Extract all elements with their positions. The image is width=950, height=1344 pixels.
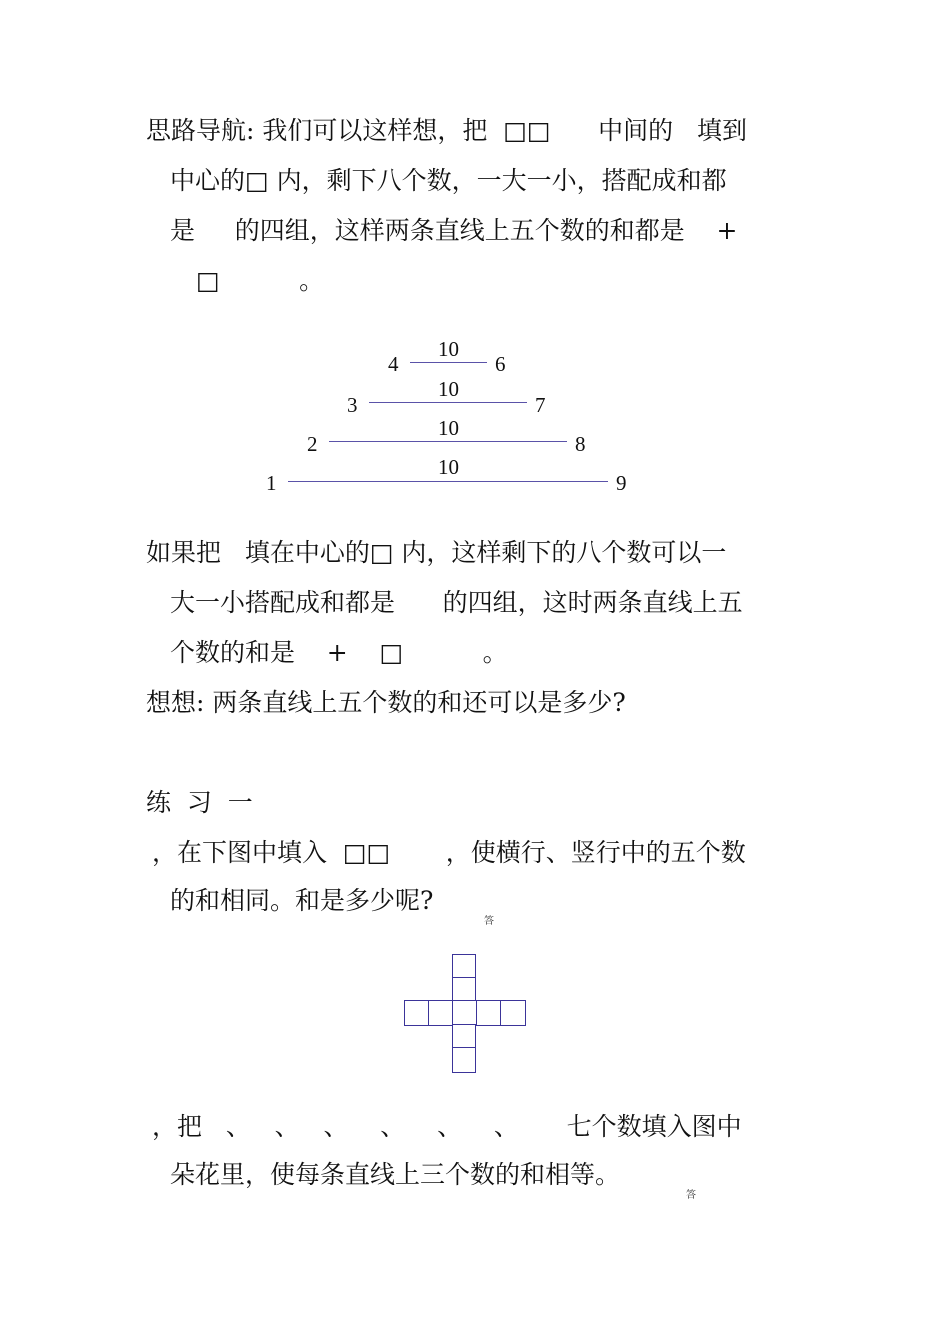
grid-cell: [500, 1000, 526, 1026]
para1-line3: 是 的四组，这样两条直线上五个数的和都是 +: [170, 216, 738, 245]
pair-sum: 10: [438, 377, 459, 401]
pair-left-number: 2: [307, 432, 318, 456]
question2-line2: 朵花里，使每条直线上三个数的和相等。: [170, 1160, 621, 1189]
pair-line: [369, 402, 527, 403]
para2-line3: 个数的和是 + □ 。: [170, 638, 508, 667]
grid-cell: [452, 1000, 478, 1026]
grid-cell: [452, 954, 476, 979]
pair-right-number: 8: [575, 432, 586, 456]
pair-line: [288, 481, 608, 482]
pair-right-number: 9: [616, 471, 627, 495]
answer-mark: 答: [484, 916, 494, 927]
pair-sum: 10: [438, 337, 459, 361]
grid-cell: [476, 1000, 502, 1026]
grid-cell: [404, 1000, 430, 1026]
grid-cell: [452, 977, 476, 1002]
pair-right-number: 7: [535, 393, 546, 417]
exercise-heading: 练 习 一: [146, 788, 253, 817]
grid-cell: [452, 1047, 476, 1073]
think-question: 想想: 两条直线上五个数的和还可以是多少?: [146, 688, 626, 717]
para2-line1: 如果把 填在中心的□ 内，这样剩下的八个数可以一: [146, 538, 727, 567]
para1-line1: 思路导航: 我们可以这样想，把 □□ 中间的 填到: [146, 116, 748, 145]
para1-line4: □ 。: [196, 266, 325, 295]
grid-cell: [428, 1000, 454, 1026]
question2-line1: ，把 、 、 、 、 、 、 七个数填入图中: [152, 1112, 742, 1141]
pair-line: [410, 362, 487, 363]
pair-left-number: 3: [347, 393, 358, 417]
para1-line2: 中心的□ 内，剩下八个数，一大一小，搭配成和都: [170, 166, 727, 195]
pair-sum: 10: [438, 455, 459, 479]
para2-line2: 大一小搭配成和都是 的四组，这时两条直线上五: [170, 588, 743, 617]
pair-left-number: 4: [388, 352, 399, 376]
question1-line2: 的和相同。和是多少呢?: [170, 886, 434, 915]
pair-line: [329, 441, 567, 442]
pair-sum: 10: [438, 416, 459, 440]
question1-line1: ，在下图中填入 □□ ，使横行、竖行中的五个数: [152, 838, 746, 867]
answer-mark: 答: [686, 1190, 696, 1201]
grid-cell: [452, 1024, 476, 1049]
pair-right-number: 6: [495, 352, 506, 376]
pair-left-number: 1: [266, 471, 277, 495]
